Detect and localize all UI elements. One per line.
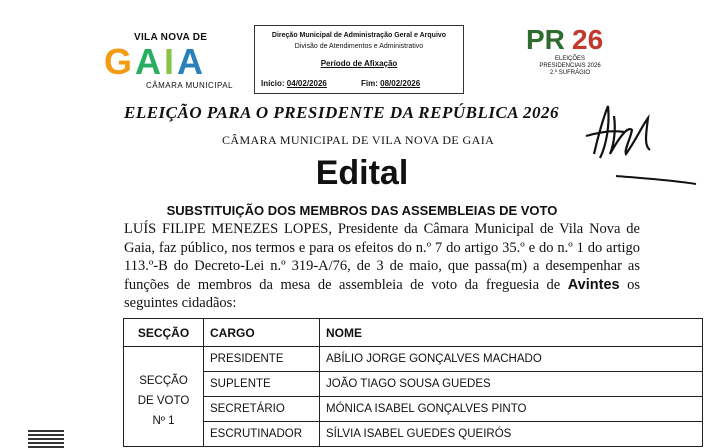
paragraph-text: LUÍS FILIPE MENEZES LOPES, Presidente da Câmara Municipal de Vila Nova de Gaia, faz público, nos termos e para os efeitos do n.º 7 do artigo 35.º e do n.º 1 do artigo 113.º-B do Decreto-Lei n.º 319-A/76, de 3 de maio, que passa(m) a desempenhar as funções de membros da mesa de assembleia de voto da freguesia de <box>124 221 640 293</box>
section-label-cell <box>124 347 204 447</box>
end-label: Fim: <box>361 79 378 88</box>
start-date <box>261 79 327 88</box>
end-date-value: 08/02/2026 <box>380 79 421 88</box>
header-name: NOME <box>320 319 703 347</box>
parish-name: Avintes <box>567 276 620 293</box>
start-label: Início: <box>261 79 285 88</box>
logo-letter: A <box>177 41 207 82</box>
role-cell: SECRETÁRIO <box>204 397 320 422</box>
logo-bottom-text: CÂMARA MUNICIPAL <box>146 81 233 90</box>
start-date-value: 04/02/2026 <box>286 79 327 88</box>
affixation-period-label: Período de Afixação <box>320 59 398 68</box>
header-role: CARGO <box>204 319 320 347</box>
table-row <box>124 347 703 372</box>
name-cell: SÍLVIA ISABEL GUEDES QUEIRÓS <box>320 422 703 447</box>
pr-year: 26 <box>572 24 604 55</box>
end-date <box>361 79 420 88</box>
name-cell: MÓNICA ISABEL GONÇALVES PINTO <box>320 397 703 422</box>
division-line: Divisão de Atendimentos e Administrativo <box>294 43 424 50</box>
affixation-info-box <box>254 25 464 94</box>
directorate-line: Direção Municipal de Administração Geral e Arquivo <box>271 32 447 39</box>
header-section: SECÇÃO <box>124 319 204 347</box>
logo-letter: G <box>104 41 136 82</box>
election-title: ELEIÇÃO PARA O PRESIDENTE DA REPÚBLICA 2026 <box>124 103 559 122</box>
pr-mark: PR <box>526 24 565 55</box>
logo-gaia-wordmark <box>104 41 206 83</box>
table-header-row <box>124 319 703 347</box>
table-row <box>124 372 703 397</box>
role-cell: PRESIDENTE <box>204 347 320 372</box>
pr-line2: PRESIDENCIAIS 2026 <box>539 63 601 69</box>
name-cell: ABÍLIO JORGE GONÇALVES MACHADO <box>320 347 703 372</box>
paragraph-text-end: os seguintes cidadãos: <box>124 276 640 311</box>
document-title: Edital <box>315 154 409 192</box>
table-row <box>124 397 703 422</box>
pr-line3: 2.º SUFRÁGIO <box>549 70 591 76</box>
logo-letter: A <box>135 41 165 82</box>
role-cell: SUPLENTE <box>204 372 320 397</box>
assembly-members-table <box>123 318 703 447</box>
section-label: SECÇÃO DE VOTO Nº 1 <box>137 374 190 427</box>
role-cell: ESCRUTINADOR <box>204 422 320 447</box>
pr-line1: ELEIÇÕES <box>554 56 585 62</box>
municipality-name: CÂMARA MUNICIPAL DE VILA NOVA DE GAIA <box>222 133 495 147</box>
name-cell: JOÃO TIAGO SOUSA GUEDES <box>320 372 703 397</box>
table-row <box>124 422 703 447</box>
logo-letter: I <box>164 41 178 82</box>
barcode-stamp <box>28 430 64 448</box>
notice-paragraph <box>124 220 640 313</box>
presidential-elections-logo <box>520 24 620 84</box>
document-subtitle: SUBSTITUIÇÃO DOS MEMBROS DAS ASSEMBLEIAS DE VOTO <box>166 203 558 218</box>
logo-top-text: VILA NOVA DE <box>134 32 208 43</box>
vila-nova-de-gaia-logo <box>104 32 254 94</box>
